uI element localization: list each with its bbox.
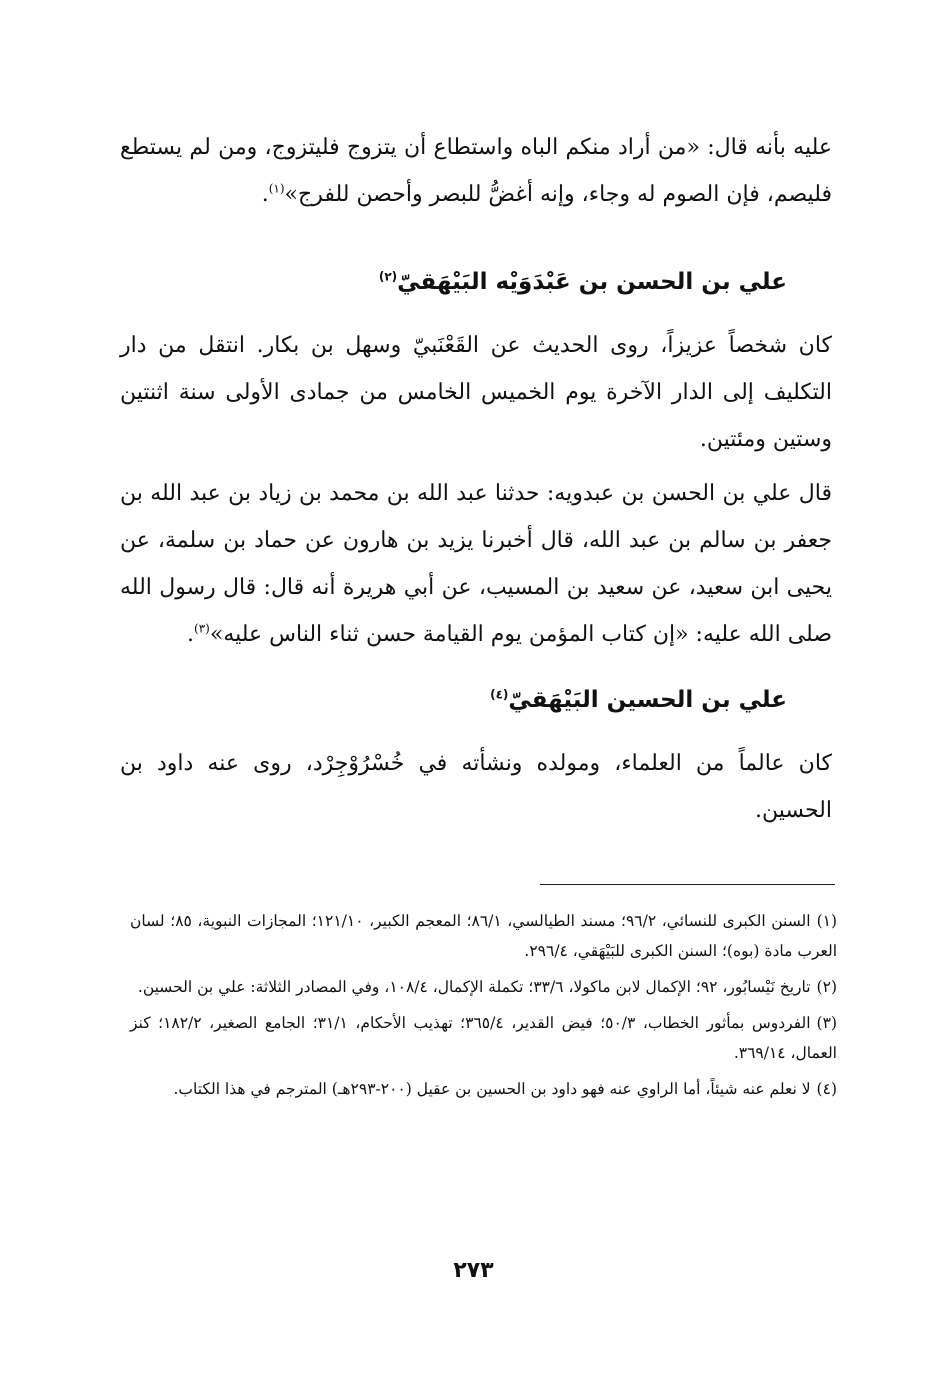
footnote-text: تاريخ نَيْسابُور، ٩٢؛ الإكمال لابن ماكولا، ٣٣/٦؛ تكملة الإكمال، ١٠٨/٤، وفي المصادر الثلاثة: علي بن الحسين.: [137, 978, 811, 996]
footnote-ref-1: (١): [268, 181, 285, 196]
paragraph-3-text: قال علي بن الحسن بن عبدويه: حدثنا عبد الله بن محمد بن زياد بن عبد الله بن جعفر بن سالم بن عبد الله، قال أخبرنا يزيد بن هارون عن حماد بن سلمة، عن يحيى ابن سعيد، عن سعيد بن المسيب، عن أبي هريرة أنه قال: قال رسول الله صلى الله عليه: «إن كتاب المؤمن يوم القيامة حسن ثناء الناس عليه»: [120, 481, 832, 647]
footnote-number: (٣): [816, 1014, 837, 1032]
footnotes-section: [130, 906, 837, 1110]
footnote-text: الفردوس بمأثور الخطاب، ٥٠/٣؛ فيض القدير، ٣٦٥/٤؛ تهذيب الأحكام، ٣١/١؛ الجامع الصغير، ١٨٢/٢؛ كنز العمال، ٣٦٩/١٤.: [130, 1014, 837, 1062]
heading-2-text: علي بن الحسين البَيْهَقيّ: [508, 687, 787, 713]
footnote-number: (٢): [816, 978, 837, 996]
footnote-text: لا نعلم عنه شيئاً، أما الراوي عنه فهو داود بن الحسين بن عقيل (٢٠٠-٢٩٣هـ) المترجم في هذا الكتاب.: [173, 1080, 811, 1098]
footnote-4: [130, 1074, 837, 1104]
heading-ali-ibn-al-husayn: [120, 680, 787, 720]
footnote-ref-3: (٣): [194, 621, 210, 636]
footnote-2: [130, 972, 837, 1002]
paragraph-1: عليه بأنه قال: «من أراد منكم الباه واستطاع أن يتزوج فليتزوج، ومن لم يستطع فليصم، فإن الصوم له وجاء، وإنه أغضُّ للبصر وأحصن للفرج»$^{(١)}$.: [120, 135, 832, 207]
footnote-ref-4: (٤): [490, 687, 509, 702]
page-number: ٢٧٣: [453, 1258, 494, 1283]
footnote-number: (١): [816, 912, 838, 930]
heading-ali-ibn-al-hasan: [120, 262, 787, 302]
footnote-1: [130, 906, 837, 966]
heading-1-text: علي بن الحسن بن عَبْدَوَيْه البَيْهَقيّ: [397, 269, 787, 295]
footnote-number: (٤): [816, 1080, 837, 1098]
paragraph-2: كان شخصاً عزيزاً، روى الحديث عن القَعْنَبيّ وسهل بن بكار. انتقل من دار التكليف إلى الدار الآخرة يوم الخميس الخامس من جمادى الأولى سنة اثنتين وستين ومئتين.: [120, 333, 833, 452]
footnote-ref-2: (٢): [378, 269, 398, 284]
paragraph-1-text: عليه بأنه قال: «من أراد منكم الباه واستطاع أن يتزوج فليتزوج، ومن لم يستطع فليصم، فإن الصوم له وجاء، وإنه أغضُّ للبصر وأحصن للفرج»: [120, 135, 832, 207]
footnote-divider: [540, 884, 835, 885]
footnote-3: [130, 1008, 837, 1068]
paragraph-4: كان عالماً من العلماء، ومولده ونشأته في خُسْرُوْجِرْد، روى عنه داود بن الحسين.: [120, 751, 832, 823]
footnote-text: السنن الكبرى للنسائي، ٩٦/٢؛ مسند الطيالسي، ٨٦/١؛ المعجم الكبير، ١٢١/١٠؛ المجازات النبوية، ٨٥؛ لسان العرب مادة (بوه)؛ السنن الكبرى للبَيْهَقي، ٢٩٦/٤.: [130, 912, 837, 960]
paragraph-3: قال علي بن الحسن بن عبدويه: حدثنا عبد الله بن محمد بن زياد بن عبد الله بن جعفر بن سالم بن عبد الله، قال أخبرنا يزيد بن هارون عن حماد بن سلمة، عن يحيى ابن سعيد، عن سعيد بن المسيب، عن أبي هريرة أنه قال: قال رسول الله صلى الله عليه: «إن كتاب المؤمن يوم القيامة حسن ثناء الناس عليه»$^{(٣)}$.: [120, 481, 832, 647]
